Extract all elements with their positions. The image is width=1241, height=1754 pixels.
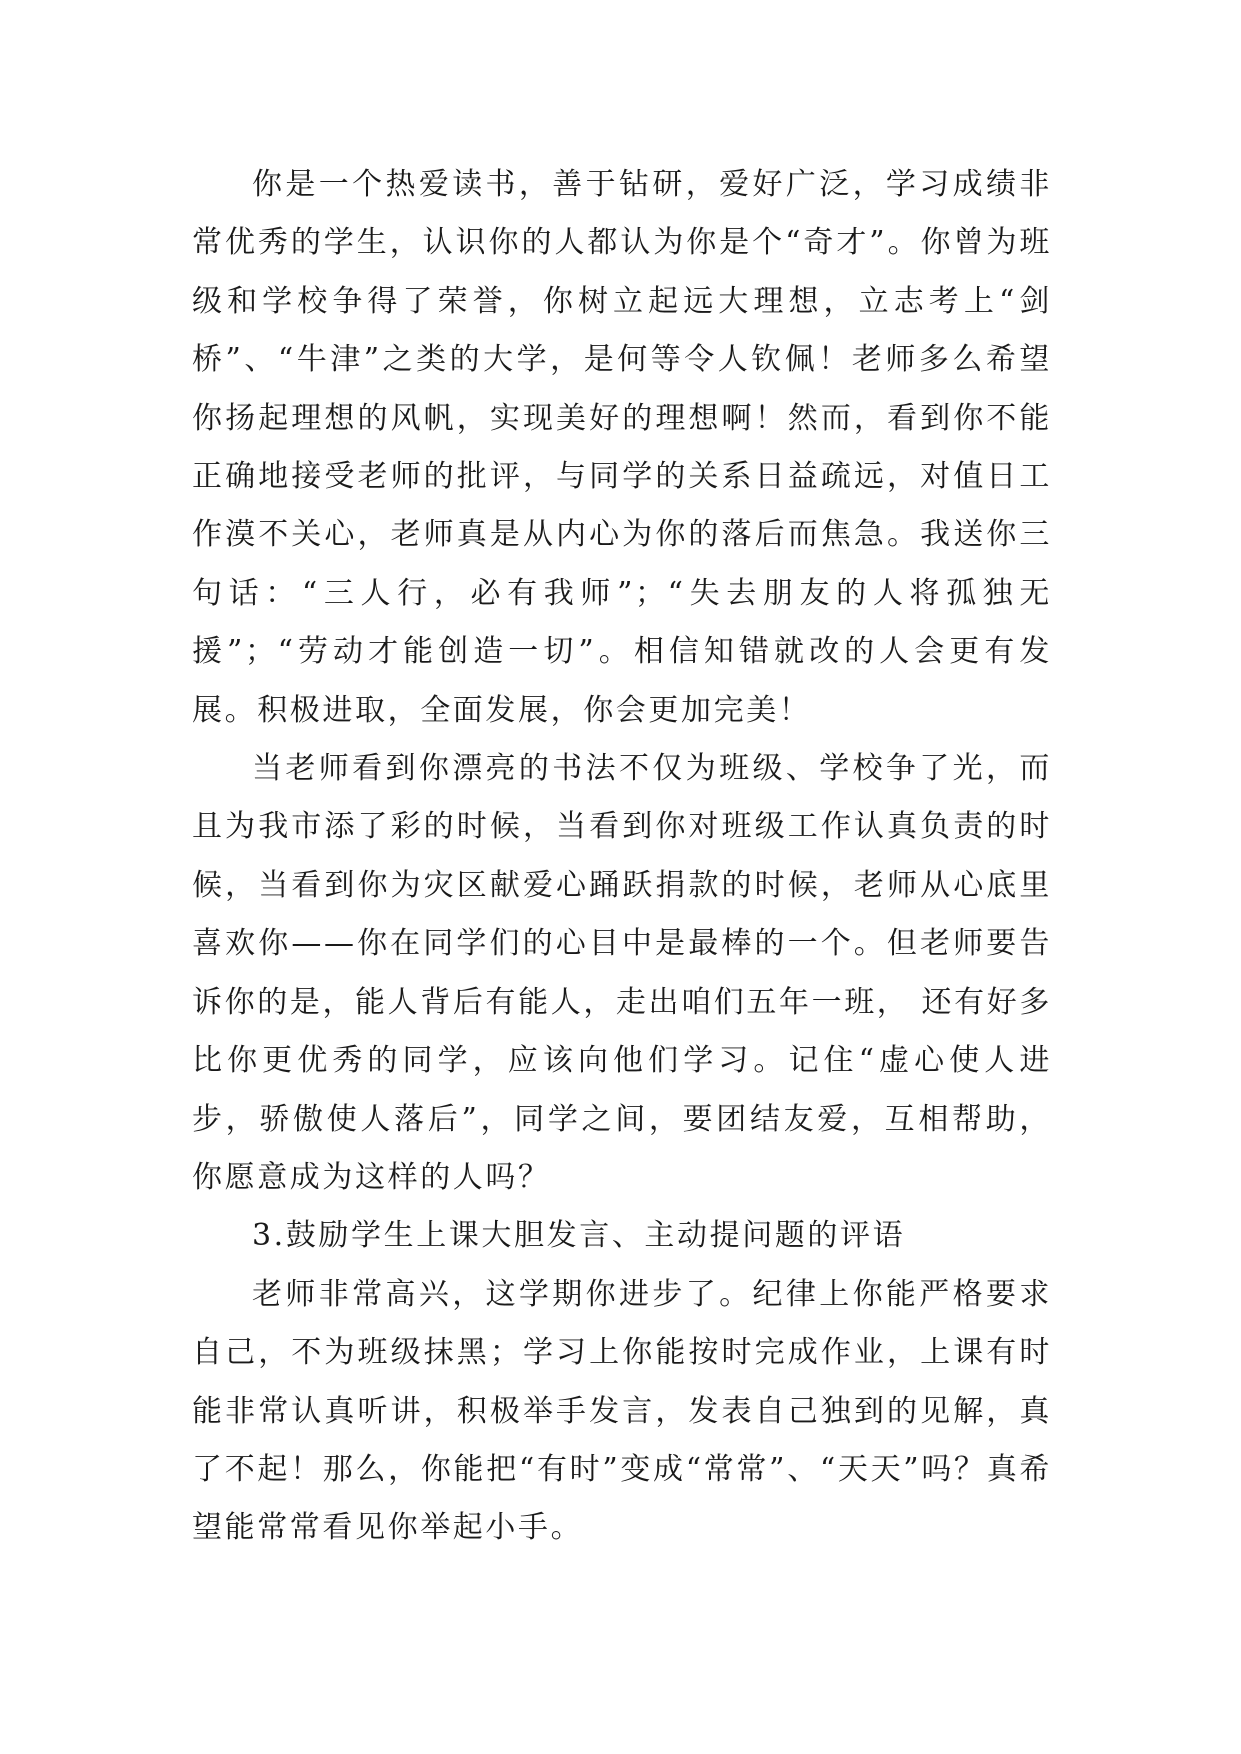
paragraph-comment-1: 你是一个热爱读书，善于钻研，爱好广泛，学习成绩非常优秀的学生，认识你的人都认为你是个“奇才”。你曾为班级和学校争得了荣誉，你树立起远大理想，立志考上“剑桥”、“牛津”之类的大学，是何等令人钦佩！老师多么希望你扬起理想的风帆，实现美好的理想啊！然而，看到你不能正确地接受老师的批评，与同学的关系日益疏远，对值日工作漠不关心，老师真是从内心为你的落后而焦急。我送你三句话：“三人行，必有我师”；“失去朋友的人将孤独无援”；“劳动才能创造一切”。相信知错就改的人会更有发展。积极进取，全面发展，你会更加完美！ bbox=[192, 167, 1052, 728]
document-body bbox=[192, 156, 1052, 1558]
section-heading: 3.鼓励学生上课大胆发言、主动提问题的评语 bbox=[252, 1218, 906, 1254]
paragraph-comment-2: 当老师看到你漂亮的书法不仅为班级、学校争了光，而且为我市添了彩的时候，当看到你对班级工作认真负责的时候，当看到你为灾区献爱心踊跃捐款的时候，老师从心底里喜欢你——你在同学们的心目中是最棒的一个。但老师要告诉你的是，能人背后有能人，走出咱们五年一班， 还有好多比你更优秀的同学，应该向他们学习。记住“虚心使人进步，骄傲使人落后”，同学之间，要团结友爱，互相帮助，你愿意成为这样的人吗？ bbox=[192, 751, 1052, 1195]
paragraph-comment-3: 老师非常高兴，这学期你进步了。纪律上你能严格要求自己，不为班级抹黑；学习上你能按时完成作业，上课有时能非常认真听讲，积极举手发言，发表自己独到的见解，真了不起！那么，你能把“有时”变成“常常”、“天天”吗？真希望能常常看见你举起小手。 bbox=[192, 1276, 1052, 1546]
